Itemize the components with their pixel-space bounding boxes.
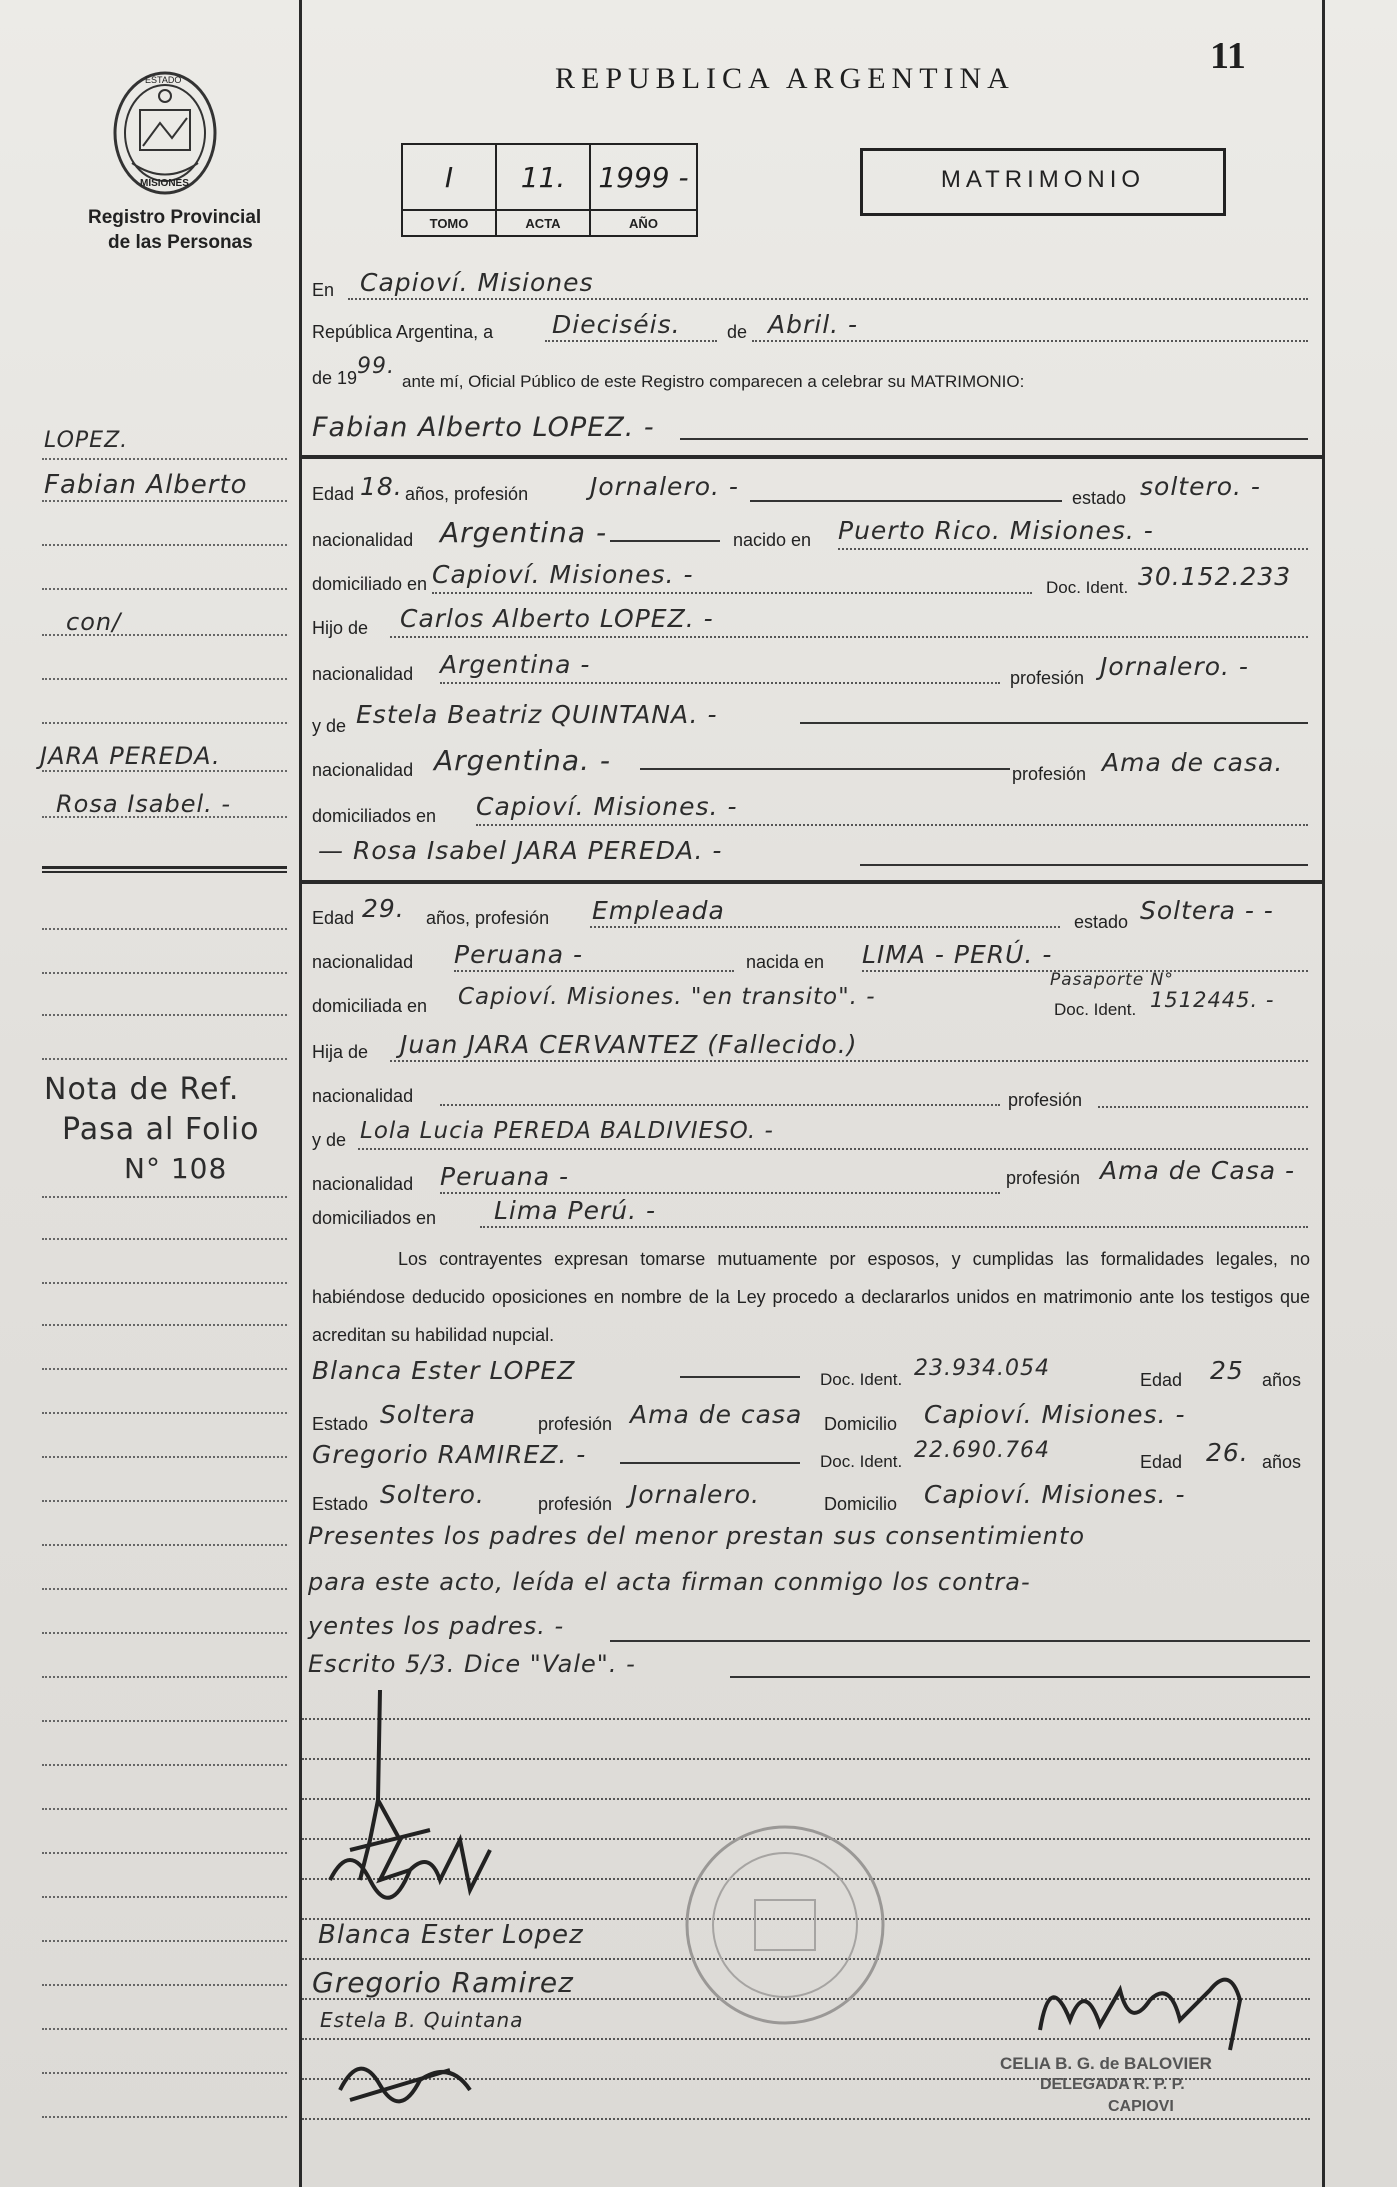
rule-groom-name — [680, 438, 1308, 440]
label-profesion-bmother: profesión — [1006, 1168, 1081, 1188]
bride-age: 29. — [362, 894, 405, 923]
label-doc-w1: Doc. Ident. — [820, 1370, 903, 1389]
groom-father-nationality: Argentina - — [440, 650, 591, 679]
witness1-document: 23.934.054 — [914, 1356, 1050, 1381]
margin-double-rule-2 — [42, 871, 287, 873]
ceremony-place: Capioví. Misiones — [360, 268, 594, 297]
label-doc-bride: Doc. Ident. — [1054, 1000, 1137, 1019]
margin-note-folio: Pasa al Folio — [62, 1112, 260, 1147]
witness1-status: Soltera — [380, 1400, 476, 1429]
official-location: CAPIOVI — [1108, 2098, 1174, 2115]
label-anos-w2: años — [1262, 1452, 1302, 1472]
dots-gfather-nac — [440, 682, 1000, 684]
bride-parents-domicile: Lima Perú. - — [494, 1196, 656, 1225]
rule-note-4 — [730, 1676, 1310, 1678]
bride-domicile: Capioví. Misiones. "en transito". - — [458, 984, 876, 1010]
label-profesion-w1: profesión — [538, 1414, 613, 1434]
margin-line — [42, 722, 287, 724]
witness2-profession: Jornalero. — [630, 1480, 760, 1509]
seal-top-text: ESTADO — [145, 75, 182, 85]
left-margin-line — [299, 0, 302, 2187]
margin-line — [42, 1984, 287, 1986]
margin-line — [42, 1940, 287, 1942]
label-profesion-bride: años, profesión — [426, 908, 550, 928]
rule-w1-name — [680, 1376, 800, 1378]
witness1-domicile: Capioví. Misiones. - — [924, 1400, 1186, 1429]
margin-note-ref: Nota de Ref. — [44, 1072, 240, 1107]
margin-bride-given: Rosa Isabel. - — [56, 790, 232, 818]
label-nacida-en: nacida en — [746, 952, 825, 972]
label-nacionalidad-gfather: nacionalidad — [312, 664, 414, 684]
groom-father: Carlos Alberto LOPEZ. - — [400, 604, 714, 633]
dots-groom-dom — [432, 592, 1032, 594]
groom-full-name: Fabian Alberto LOPEZ. - — [312, 412, 655, 443]
label-profesion-groom: años, profesión — [405, 484, 529, 504]
ano-value: 1999 - — [590, 144, 697, 210]
witness1-age: 25 — [1210, 1356, 1244, 1385]
margin-line — [42, 588, 287, 590]
margin-double-rule — [42, 866, 287, 869]
witness2-name: Gregorio RAMIREZ. - — [312, 1440, 587, 1469]
dots-bparents-dom — [480, 1226, 1308, 1228]
registry-name-line1: Registro Provincial — [88, 207, 262, 228]
groom-birthplace: Puerto Rico. Misiones. - — [838, 516, 1154, 545]
margin-line — [42, 1852, 287, 1854]
margin-line — [42, 1808, 287, 1810]
groom-father-profession: Jornalero. - — [1100, 652, 1249, 681]
dots-bfather-prof — [1098, 1106, 1308, 1108]
margin-line — [42, 1196, 287, 1198]
witness1-profession: Ama de casa — [630, 1400, 803, 1429]
dots-bride-mother — [358, 1148, 1308, 1150]
signature-official-icon — [1030, 1960, 1270, 2060]
bride-document-number: 1512445. - — [1150, 988, 1275, 1012]
bride-mother: Lola Lucia PEREDA BALDIVIESO. - — [360, 1118, 774, 1144]
margin-line — [42, 1588, 287, 1590]
margin-line — [42, 1412, 287, 1414]
ceremony-month: Abril. - — [768, 310, 859, 339]
label-nacionalidad-gmother: nacionalidad — [312, 760, 414, 780]
label-domicilio-w2: Domicilio — [824, 1494, 898, 1514]
label-doc-w2: Doc. Ident. — [820, 1452, 903, 1471]
label-year: de 19 — [312, 368, 358, 388]
dots-day — [545, 340, 717, 342]
label-edad-w1: Edad — [1140, 1370, 1183, 1390]
tomo-label: TOMO — [402, 210, 496, 236]
registry-name-line2: de las Personas — [108, 232, 253, 253]
rule-bride-name — [860, 864, 1308, 866]
label-profesion-w2: profesión — [538, 1494, 613, 1514]
stamp-seal-icon — [680, 1820, 890, 2030]
margin-line — [42, 928, 287, 930]
official-title: DELEGADA R. P. P. — [1040, 2076, 1185, 2093]
label-edad-w2: Edad — [1140, 1452, 1183, 1472]
margin-line — [42, 1282, 287, 1284]
label-edad-bride: Edad — [312, 908, 355, 928]
margin-line — [42, 972, 287, 974]
label-estado-w1: Estado — [312, 1414, 369, 1434]
witness2-status: Soltero. — [380, 1480, 485, 1509]
dots-birthplace — [838, 548, 1308, 550]
rule-gmother-nac — [640, 768, 1010, 770]
label-hijo-de: Hijo de — [312, 618, 369, 638]
label-nacionalidad-bfather: nacionalidad — [312, 1086, 414, 1106]
bride-passport-note: Pasaporte N° — [1050, 970, 1174, 990]
country-title: REPUBLICA ARGENTINA — [555, 62, 1015, 95]
dots-en — [348, 298, 1308, 300]
signature-witness2: Gregorio Ramirez — [312, 1966, 574, 1999]
groom-nationality: Argentina - — [440, 516, 608, 549]
record-reference-table — [401, 143, 698, 237]
margin-line — [42, 1456, 287, 1458]
groom-section-divider — [302, 455, 1322, 459]
groom-parents-domicile: Capioví. Misiones. - — [476, 792, 738, 821]
label-en: En — [312, 280, 335, 300]
legal-paragraph: Los contrayentes expresan tomarse mutuamente por esposos, y cumplidas las formalidades legales, no habiéndose deducido oposiciones en nombre de la Ley procedo a declararlos unidos en matrimonio ante los testigos que acreditan su habilidad nupcial. — [312, 1249, 1310, 1345]
margin-line — [42, 1544, 287, 1546]
sig-line-3 — [302, 1798, 1310, 1800]
label-y-de-groom: y de — [312, 716, 347, 736]
bride-mother-profession: Ama de Casa - — [1100, 1156, 1296, 1185]
margin-line — [42, 1720, 287, 1722]
label-doc-groom: Doc. Ident. — [1046, 578, 1129, 597]
acta-value: 11. — [496, 144, 590, 210]
sig-line-2 — [302, 1758, 1310, 1760]
ceremony-year: 99. — [357, 354, 395, 379]
margin-line — [42, 1324, 287, 1326]
label-estado-bride: estado — [1074, 912, 1129, 932]
dots-gparents-dom — [476, 824, 1308, 826]
dots-bride-prof — [590, 926, 1060, 928]
dots-groom-father — [390, 636, 1308, 638]
label-domiciliada-en: domiciliada en — [312, 996, 428, 1016]
bride-father: Juan JARA CERVANTEZ (Fallecido.) — [400, 1030, 858, 1059]
groom-document-number: 30.152.233 — [1138, 562, 1292, 591]
label-estado-groom: estado — [1072, 488, 1127, 508]
margin-line — [42, 1632, 287, 1634]
groom-mother-nationality: Argentina. - — [434, 744, 611, 777]
label-ante: ante mí, Oficial Público de este Registro comparecen a celebrar su MATRIMONIO: — [402, 372, 1025, 391]
label-profesion-bfather: profesión — [1008, 1090, 1083, 1110]
margin-line — [42, 458, 287, 460]
bride-section-divider — [302, 880, 1322, 884]
dots-bride-nac — [454, 970, 734, 972]
witness2-document: 22.690.764 — [914, 1438, 1050, 1463]
sig-line-1 — [302, 1718, 1310, 1720]
margin-line — [42, 1368, 287, 1370]
margin-line — [42, 2116, 287, 2118]
margin-line — [42, 770, 287, 772]
official-name: CELIA B. G. de BALOVIER — [1000, 2054, 1212, 2073]
document-type-title: MATRIMONIO — [940, 166, 1146, 193]
note-line-3: yentes los padres. - — [308, 1612, 565, 1640]
label-estado-w2: Estado — [312, 1494, 369, 1514]
groom-profession: Jornalero. - — [590, 472, 739, 501]
margin-line — [42, 678, 287, 680]
right-margin-line — [1322, 0, 1325, 2187]
groom-age: 18. — [360, 472, 403, 501]
page-number: 11 — [1210, 35, 1246, 77]
note-line-1: Presentes los padres del menor prestan sus consentimiento — [308, 1522, 1086, 1550]
margin-line — [42, 544, 287, 546]
margin-line — [42, 1238, 287, 1240]
label-hija-de: Hija de — [312, 1042, 369, 1062]
label-profesion-gmother: profesión — [1012, 764, 1087, 784]
margin-line — [42, 1500, 287, 1502]
rule-note-3 — [610, 1640, 1310, 1642]
bride-nationality: Peruana - — [454, 940, 584, 969]
margin-groom-surname: LOPEZ. — [44, 428, 129, 453]
label-domicilio-w1: Domicilio — [824, 1414, 898, 1434]
label-nacionalidad-bmother: nacionalidad — [312, 1174, 414, 1194]
ano-label: AÑO — [590, 210, 697, 236]
bride-full-name: — Rosa Isabel JARA PEREDA. - — [318, 836, 723, 865]
groom-mother-profession: Ama de casa. — [1102, 748, 1284, 777]
label-anos-w1: años — [1262, 1370, 1302, 1390]
margin-line — [42, 2028, 287, 2030]
label-domiciliados-en-groom: domiciliados en — [312, 806, 437, 826]
witness2-age: 26. — [1206, 1438, 1249, 1467]
dots-bride-father — [390, 1060, 1308, 1062]
acta-label: ACTA — [496, 210, 590, 236]
label-domiciliados-en-bride: domiciliados en — [312, 1208, 437, 1228]
margin-groom-given: Fabian Alberto — [44, 470, 248, 500]
label-de-month: de — [727, 322, 748, 342]
margin-line — [42, 1058, 287, 1060]
label-nacionalidad-groom: nacionalidad — [312, 530, 414, 550]
bride-civil-status: Soltera - - — [1140, 896, 1274, 925]
dots-month — [752, 340, 1308, 342]
note-line-2: para este acto, leída el acta firman conmigo los contra- — [308, 1568, 1031, 1596]
label-profesion-gfather: profesión — [1010, 668, 1085, 688]
margin-line — [42, 816, 287, 818]
label-domiciliado-en: domiciliado en — [312, 574, 428, 594]
signature-father-icon — [330, 2040, 480, 2120]
tomo-value: I — [402, 144, 496, 210]
signature-witness1: Blanca Ester Lopez — [318, 1920, 584, 1950]
margin-line — [42, 1014, 287, 1016]
margin-line — [42, 1896, 287, 1898]
dots-bfather-nac — [440, 1104, 1000, 1106]
margin-line — [42, 1764, 287, 1766]
groom-mother: Estela Beatriz QUINTANA. - — [356, 700, 718, 729]
seal-bottom-text: MISIONES — [140, 178, 189, 189]
signature-bride-icon — [320, 1820, 500, 1920]
groom-civil-status: soltero. - — [1140, 472, 1261, 501]
rule-groom-nac — [610, 540, 720, 542]
rule-w2-name — [620, 1462, 800, 1464]
witness1-name: Blanca Ester LOPEZ — [312, 1356, 576, 1385]
margin-line — [42, 500, 287, 502]
rule-groom-prof — [750, 500, 1062, 502]
signature-mother: Estela B. Quintana — [320, 2008, 524, 2032]
margin-line — [42, 634, 287, 636]
margin-note-number: N° 108 — [124, 1152, 228, 1185]
bride-birthplace: LIMA - PERÚ. - — [862, 940, 1053, 969]
rule-groom-mother — [800, 722, 1308, 724]
ceremony-day: Dieciséis. — [552, 310, 681, 339]
bride-profession: Empleada — [592, 896, 725, 925]
label-nacido-en: nacido en — [733, 530, 812, 550]
label-republica: República Argentina, a — [312, 322, 494, 342]
margin-con: con/ — [66, 608, 122, 636]
dots-bmother-nac — [440, 1192, 1000, 1194]
witness2-domicile: Capioví. Misiones. - — [924, 1480, 1186, 1509]
bride-mother-nationality: Peruana - — [440, 1162, 570, 1191]
groom-domicile: Capioví. Misiones. - — [432, 560, 694, 589]
margin-line — [42, 1676, 287, 1678]
label-nacionalidad-bride: nacionalidad — [312, 952, 414, 972]
margin-bride-surname: JARA PEREDA. — [40, 742, 221, 770]
label-y-de-bride: y de — [312, 1130, 347, 1150]
label-edad-groom: Edad — [312, 484, 355, 504]
margin-line — [42, 2072, 287, 2074]
note-line-4: Escrito 5/3. Dice "Vale". - — [308, 1650, 636, 1678]
